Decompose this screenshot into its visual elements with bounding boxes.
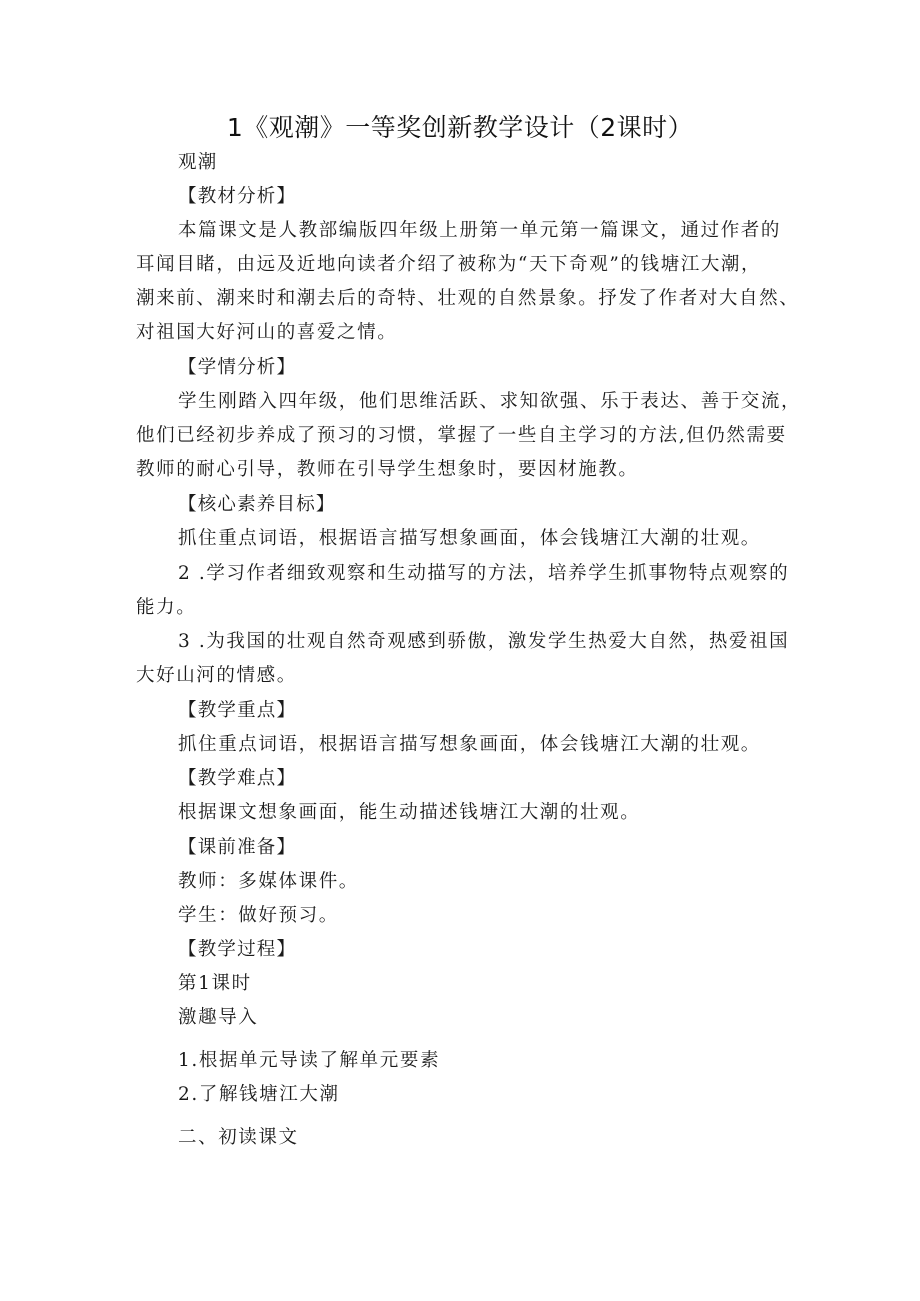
paragraph-line: 2.了解钱塘江大潮 [178,1084,340,1105]
document-title: 1《观潮》一等奖创新教学设计（2课时） [226,113,694,142]
paragraph-line: 根据课文想象画面，能生动描述钱塘江大潮的壮观。 [178,802,641,823]
paragraph-line: 能力。 [136,597,197,618]
paragraph-line: 2 .学习作者细致观察和生动描写的方法，培养学生抓事物特点观察的 [178,563,790,584]
paragraph-line: 教师：多媒体课件。 [178,871,359,892]
paragraph-line: 3 .为我国的壮观自然奇观感到骄傲，激发学生热爱大自然，热爱祖国 [178,631,790,652]
document-subtitle: 观潮 [178,152,218,173]
section-heading-material-analysis: 【教材分析】 [178,186,297,207]
paragraph-line: 教师的耐心引导，教师在引导学生想象时，要因材施教。 [136,459,639,480]
paragraph-line: 他们已经初步养成了预习的习惯，掌握了一些自主学习的方法,但仍然需要 [136,425,787,446]
section-heading-key-points: 【教学重点】 [178,700,297,721]
paragraph-line: 二、初读课文 [178,1127,299,1148]
paragraph-line: 对祖国大好河山的喜爱之情。 [136,322,398,343]
paragraph-line: 抓住重点词语，根据语言描写想象画面，体会钱塘江大潮的壮观。 [178,734,761,755]
paragraph-line: 潮来前、潮来时和潮去后的奇特、壮观的自然景象。抒发了作者对大自然、 [136,288,800,309]
paragraph-line: 本篇课文是人教部编版四年级上册第一单元第一篇课文，通过作者的 [178,220,782,241]
paragraph-line: 学生刚踏入四年级，他们思维活跃、求知欲强、乐于表达、善于交流， [178,391,802,412]
section-heading-difficulties: 【教学难点】 [178,768,297,789]
paragraph-line: 第1课时 [178,973,252,994]
paragraph-line: 抓住重点词语，根据语言描写想象画面，体会钱塘江大潮的壮观。 [178,528,761,549]
section-heading-process: 【教学过程】 [178,939,297,960]
section-heading-core-goals: 【核心素养目标】 [178,494,336,515]
section-heading-student-analysis: 【学情分析】 [178,357,297,378]
paragraph-line: 耳闻目睹，由远及近地向读者介绍了被称为“天下奇观”的钱塘江大潮， [136,254,762,275]
paragraph-line: 大好山河的情感。 [136,665,297,686]
paragraph-line: 1.根据单元导读了解单元要素 [178,1050,441,1071]
section-heading-preparation: 【课前准备】 [178,837,297,858]
paragraph-line: 激趣导入 [178,1007,259,1028]
paragraph-line: 学生：做好预习。 [178,905,339,926]
